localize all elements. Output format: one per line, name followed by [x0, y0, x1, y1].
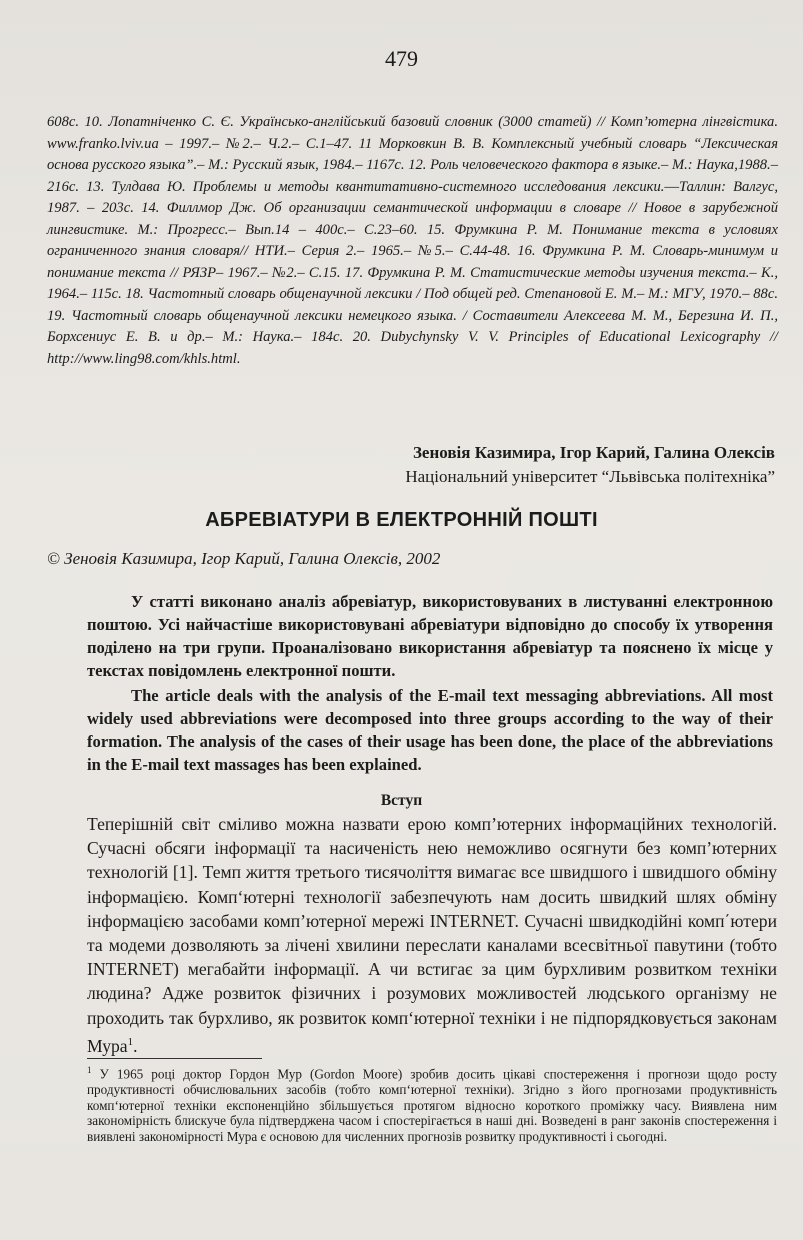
abstract-english: The article deals with the analysis of the E-mail text messaging abbreviations. All most widely used abbreviations were decomposed into three groups according to the way of their formation. The analysis of the cases of their usage has been done, the place of the abbreviations in the E-mail text massages has been explained.: [87, 686, 773, 774]
intro-text: Теперішній світ сміливо можна назвати ерою комп’ютерних інформаційних технологій. Сучасні обсяги інформації та насиченість нею неможливо осягнути без комп’ютерних технологій [1]. Темп життя третього тисячоліття вимагає все швидшого і швидшого обміну інформацією. Комп‘ютерні технології забезпечують нам досить швидкий шлях обміну інформацією засобами комп’ютерної мережі INTERNET. Сучасні швидкодійні комп΄ютери та модеми дозволяють за лічені хвилини переслати каналами всесвітньої павутини (тобто INTERNET) мегабайти інформації. А чи встигає за цим бурхливим розвитком техніки людина? Адже розвиток фізичних і розумових можливостей людського організму не проходить так бурхливо, як розвиток комп‘ютерної техніки і не підпорядковується законам Мура: [87, 814, 777, 1056]
section-heading: Вступ: [380, 792, 423, 809]
page-number: 479: [385, 46, 418, 71]
footnote: [87, 1063, 777, 1144]
footnote-text: У 1965 році доктор Гордон Мур (Gordon Moore) зробив досить цікаві спостереження і прогнози щодо росту продуктивності обчислювальних засобів (тобто комп‘ютерної техніки). Згідно з його прогнозами продуктивність комп‘ютерної техніки експоненційно збільшується протягом відносно короткого проміжку часу. Виявлена ним закономірність блискуче була підтверджена часом і спостерігається в наші дні. Возведені в ранг законів спостереження і виявлені закономірності Мура є основою для численних прогнозів розвитку продуктивності і сьогодні.: [87, 1066, 778, 1144]
reference-list: 608с. 10. Лопатніченко С. Є. Українсько-англійський базовий словник (3000 статей) // Комп’ютерна лінгвістика. www.franko.lviv.ua – 1997.– №2.– Ч.2.– С.1–47. 11 Морковкин В. В. Комплексный учебный словарь “Лексическая основа русского языка”.– М.: Русский язык, 1984.– 1167с. 12. Роль человеческого фактора в языке.– М.: Наука,1988.– 216с. 13. Тулдава Ю. Проблемы и методы квантитативно-системного исследования лексики.––Таллин: Валгус, 1987. – 203с. 14. Филлмор Дж. Об организации семантической информации в словаре // Новое в зарубежной лингвистике. М.: Прогресс.– Вып.14 – 400с.– С.23–60. 15. Фрумкина Р. М. Понимание текста в условиях ограниченного знания словаря// НТИ.– Серия 2.– 1965.– №5.– С.44-48. 16. Фрумкина Р. М. Словарь-минимум и понимание текста // РЯЗР– 1967.– №2.– С.15. 17. Фрумкина Р. М. Статистические методы изучения текста.– К., 1964.– 115с. 18. Частотный словарь общенаучной лексики / Под общей ред. Степановой Е. М.– М.: МГУ, 1970.– 88с. 19. Частотный словарь общенаучной лексики немецкого языка. / Составители Алексеева М. М., Березина И. П., Борхсениус Е. В. и др.– М.: Наука.– 184с. 20. Dubychynsky V. V. Principles of Educational Lexicography // http://www.ling98.com/khls.html.: [47, 114, 778, 367]
intro-paragraph: Теперішній світ сміливо можна назвати ерою комп’ютерних інформаційних технологій. Сучасні обсяги інформації та насиченість нею неможливо осягнути без комп’ютерних технологій [1]. Темп життя третього тисячоліття вимагає все швидшого і швидшого обміну інформацією. Комп‘ютерні технології забезпечують нам досить швидкий шлях обміну інформацією засобами комп’ютерної мережі INTERNET. Сучасні швидкодійні комп΄ютери та модеми дозволяють за лічені хвилини переслати каналами всесвітньої павутини (тобто INTERNET) мегабайти інформації. А чи встигає за цим бурхливим розвитком техніки людина? Адже розвиток фізичних і розумових можливостей людського організму не проходить так бурхливо, як розвиток комп‘ютерної техніки і не підпорядковується законам Мура$^1$.: [87, 814, 777, 1056]
footnote-divider: [87, 1058, 262, 1059]
article-title: АБРЕВІАТУРИ В ЕЛЕКТРОННІЙ ПОШТІ: [205, 509, 598, 531]
footnote-reference[interactable]: 1: [127, 1035, 134, 1048]
author-affiliation: Національний університет “Львівська політехніка”: [405, 467, 775, 486]
copyright-line: © Зеновія Казимира, Ігор Карий, Галина Олексів, 2002: [47, 549, 441, 568]
author-names: Зеновія Казимира, Ігор Карий, Галина Олексів: [412, 443, 775, 462]
abstract-ukrainian: У статті виконано аналіз абревіатур, використовуваних в листуванні електронною поштою. Усі найчастіше використовувані абревіатури відповідно до способу їх утворення поділено на три групи. Проаналізовано використання абревіатур та пояснено їх місце у текстах повідомлень електронної пошти.: [87, 592, 773, 680]
author-block: [405, 441, 775, 489]
footnote-marker: 1: [87, 1065, 92, 1075]
